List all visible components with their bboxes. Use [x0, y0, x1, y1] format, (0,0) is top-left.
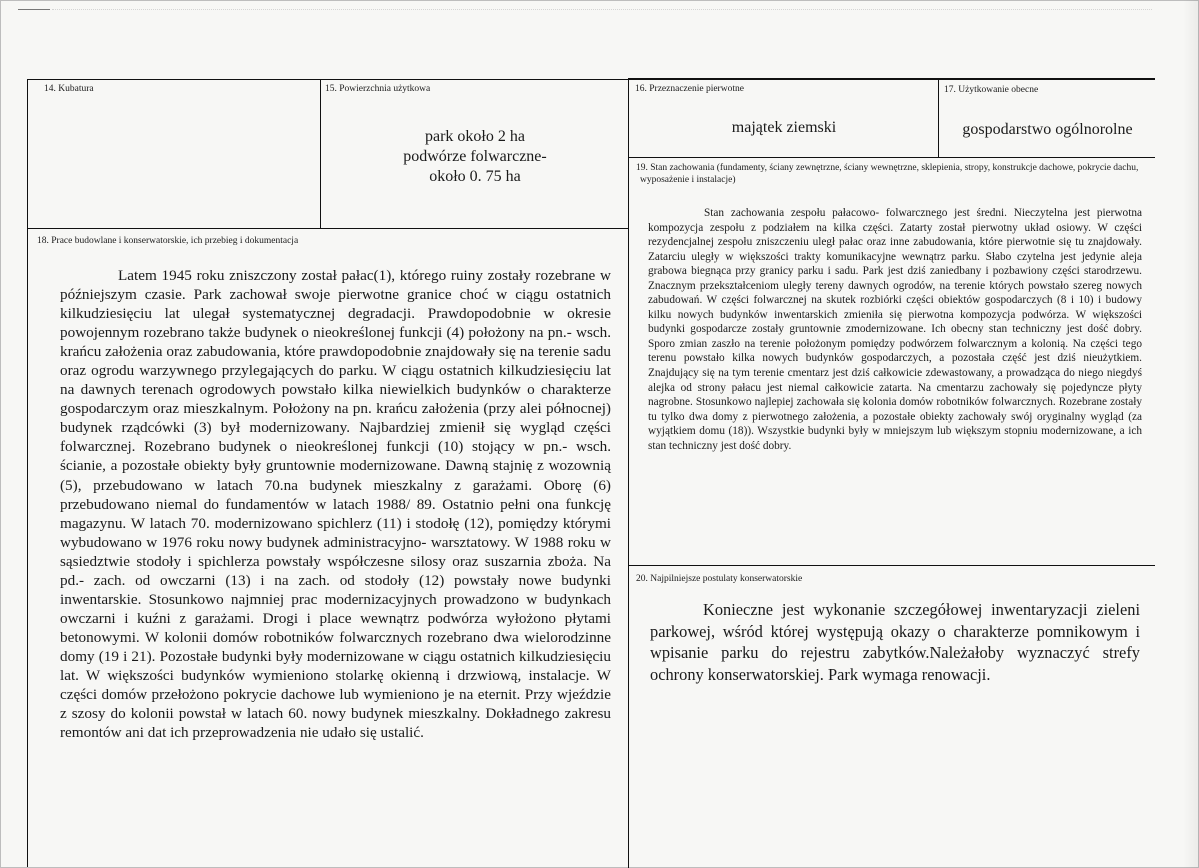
- rule-top-right: [628, 78, 1155, 80]
- rule-left: [27, 79, 28, 867]
- field-17-label: 17. Użytkowanie obecne: [944, 85, 1039, 95]
- field-18-paragraph: Latem 1945 roku zniszczony został pałac(1), którego ruiny zostały rozebrane w późniejszym czasie. Park zachował swoje pierwotne granice choć w ciągu ostatnich kilkudziesięciu lat ulegał systematycznej degradacji. Prawdopodobnie w okresie powojennym rozebrano także budynek o nieokreślonej funkcji (4) położony na pn.- wsch. krańcu założenia oraz zabudowania, które prawdopodobnie znajdowały się na terenie sadu oraz ogrodu warzywnego przylegających do parku. W ciągu ostatnich kilkudziesięciu lat na dawnych terenach ogrodowych powstało kilka niewielkich budynków o charakterze gospodarczym oraz mieszkalnym. Położony na pn. krańcu założenia (przy alei północnej) budynek rządcówki (3) był modernizowany. Najbardziej zmienił się wygląd części folwarcznej. Rozebrano budynek o nieokreślonej funkcji (10) stojący w pn.- wsch. ścianie, a pozostałe obiekty były gruntownie modernizowane. Dawną stajnię z wozownią (5), przebudowano w latach 70.na budynek mieszkalny z garażami. Oborę (6) przebudowano niemal do fundamentów w latach 1988/ 89. Ostatnio pełni ona funkcję magazynu. W latach 70. modernizowano spichlerz (11) i stodołę (12), pomiędzy którymi wybudowano w 1976 roku nowy budynek administracyjno- warsztatowy. W 1988 roku w sąsiedztwie stodoły i spichlerza powstały współczesne silosy oraz suszarnia zboża. Na pd.- zach. od owczarni (13) i na zach. od stodoły (12) powstały nowe budynki inwentarskie. Stosunkowo najmniej prac modernizacyjnych prowadzono w budynkach owczarni i kuźni z garażami. Drogi i place wewnątrz podwórza wyłożono płytami betonowymi. W kolonii domów robotników folwarcznych rozebrano dwa wielorodzinne domy (19 i 21). Pozostałe budynki były modernizowane w ciągu ostatnich kilkudziesięciu lat. W większości budynków wymieniono stolarkę okienną i drzwiową, instalacje. W części domów przełożono pokrycie dachowe lub wymieniono je na eternit. Przy wjeździe z szosy do kolonii powstał w latach 60. nowy budynek mieszkalny. Dokładnego zakresu remontów ani dat ich przeprowadzenia nie udało się ustalić.: [60, 267, 611, 742]
- field-20-paragraph: Konieczne jest wykonanie szczegółowej inwentaryzacji zieleni parkowej, wśród której występują okazy o charakterze pomnikowym i wpisanie parku do rejestru zabytków.Należałoby wyznaczyć strefy ochrony konserwatorskiej. Park wymaga renowacji.: [650, 600, 1140, 684]
- rule-15-18: [27, 228, 628, 229]
- rule-16-17: [938, 79, 939, 157]
- rule-center: [628, 79, 629, 868]
- field-17-value: gospodarstwo ogólnorolne: [962, 121, 1133, 138]
- field-16-value: majątek ziemski: [731, 119, 837, 136]
- field-19-text: [648, 206, 1142, 453]
- field-15-line: około 0. 75 ha: [429, 168, 521, 185]
- field-18-text: [60, 266, 611, 742]
- field-19-label: 19. Stan zachowania (fundamenty, ściany zewnętrzne, ściany wewnętrzne, sklepienia, stropy, konstrukcje dachowe, pokrycie dachu, wyposażenie i instalacje): [636, 163, 1139, 185]
- field-14-label: 14. Kubatura: [44, 84, 94, 94]
- field-20-text: [650, 599, 1140, 685]
- rule-14-15: [320, 79, 321, 228]
- field-15-value: [322, 127, 628, 187]
- field-15-label: 15. Powierzchnia użytkowa: [325, 84, 431, 94]
- field-16-label: 16. Przeznaczenie pierwotne: [635, 84, 744, 94]
- top-mark: [18, 9, 50, 10]
- field-20-label: 20. Najpilniejsze postulaty konserwatorskie: [636, 574, 803, 584]
- top-hairline: [52, 9, 1152, 10]
- rule-16-19: [628, 157, 1155, 158]
- field-19-paragraph: Stan zachowania zespołu pałacowo- folwarcznego jest średni. Nieczytelna jest pierwotna kompozycja zespołu z podziałem na kilka części. Zatarty został pierwotny układ osiowy. W części rezydencjalnej zespołu zniszczeniu uległ pałac oraz inne zabudowania, które pierwotnie się tu znajdowały. Zatarciu uległy w większości trakty komunikacyjne wewnątrz parku. Słabo czytelna jest jedynie aleja grabowa biegnąca przy granicy parku i sadu. Park jest dziś zaniedbany i pozbawiony części starodrzewu. Znacznym przekształceniom uległy tereny dawnych ogrodów, na terenie których powstało szereg nowych zabudowań. W części folwarcznej na skutek rozbiórki części obiektów gospodarczych (8 i 10) i budowy kilku nowych budynków inwentarskich zmieniła się pierwotna kompozycja podwórza. W większości budynki gospodarcze zostały gruntownie zmodernizowane. Ich obecny stan techniczny jest dość dobry. Sporo zmian zaszło na terenie położonym pomiędzy podwórzem folwarcznym a kolonią. Na części tego terenu powstało kilka nowych budynków gospodarczych, a pozostała część jest dziś nieużytkiem. Znajdujący się na tym terenie cmentarz jest dziś całkowicie zdewastowany, a prowadząca do niego niegdyś alejka od strony pałacu jest niemal całkowicie zatarta. Na cmentarzu zachowały się pojedyncze płyty nagrobne. Stosunkowo najlepiej zachowała się kolonia domów robotników folwarcznych. Rozebrane zostały tu tylko dwa domy z pierwotnego założenia, a pozostałe obiekty zachowały swój oryginalny wygląd (za wyjątkiem domu (18)). Wszystkie budynki były w mniejszym lub większym stopniu modernizowane, a ich stan techniczny jest dość dobry.: [648, 207, 1142, 452]
- scan-shadow: [1183, 0, 1199, 868]
- rule-top-left: [27, 79, 628, 80]
- field-15-line: podwórze folwarczne-: [403, 148, 547, 165]
- field-15-line: park około 2 ha: [425, 128, 525, 145]
- field-18-label: 18. Prace budowlane i konserwatorskie, ich przebieg i dokumentacja: [37, 236, 299, 246]
- rule-19-20: [628, 565, 1155, 566]
